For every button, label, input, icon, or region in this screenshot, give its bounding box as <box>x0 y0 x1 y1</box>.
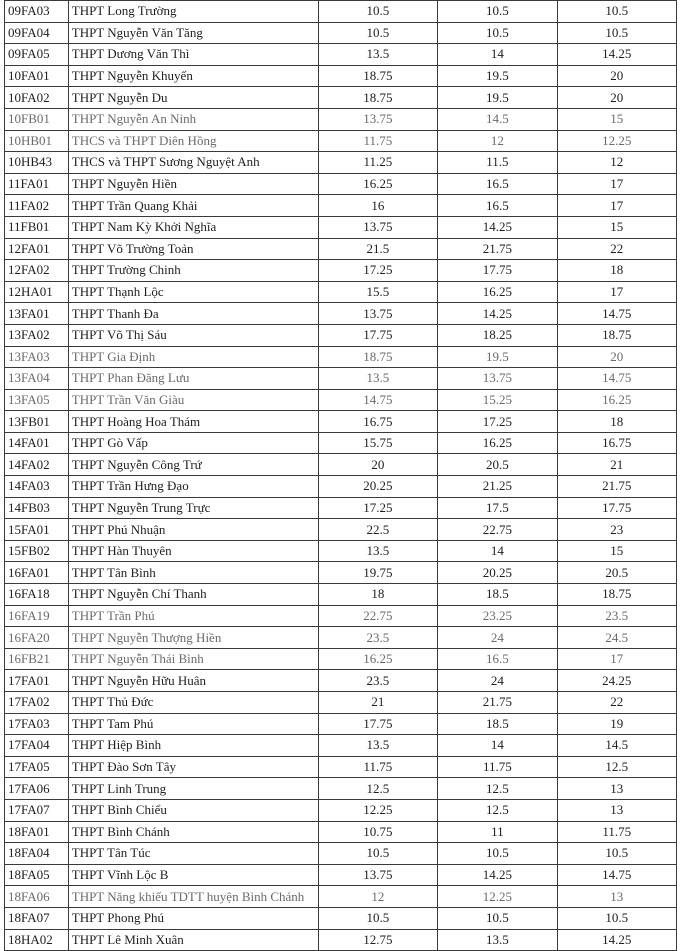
school-name-cell: THPT Nguyễn Khuyến <box>68 65 318 87</box>
school-name-cell: THPT Tân Túc <box>68 843 318 865</box>
table-row <box>5 584 677 606</box>
school-name-cell: THPT Trần Phú <box>68 605 318 627</box>
table-row <box>5 713 677 735</box>
score-nv3-cell: 18.75 <box>557 584 676 606</box>
school-name-cell: THPT Thạnh Lộc <box>68 281 318 303</box>
score-nv1-cell: 21 <box>318 692 437 714</box>
score-nv3-cell: 22 <box>557 692 676 714</box>
table-row <box>5 864 677 886</box>
score-nv1-cell: 16.25 <box>318 648 437 670</box>
table-row <box>5 843 677 865</box>
score-nv1-cell: 16 <box>318 195 437 217</box>
score-nv3-cell: 10.5 <box>557 22 676 44</box>
table-row <box>5 605 677 627</box>
table-row <box>5 778 677 800</box>
table-body <box>5 1 677 951</box>
score-nv2-cell: 10.5 <box>438 1 557 23</box>
school-code-cell: 14FA01 <box>5 432 69 454</box>
score-nv3-cell: 10.5 <box>557 907 676 929</box>
score-nv1-cell: 15.75 <box>318 432 437 454</box>
table-row <box>5 411 677 433</box>
school-code-cell: 15FA01 <box>5 519 69 541</box>
table-row <box>5 368 677 390</box>
score-nv3-cell: 16.25 <box>557 389 676 411</box>
table-row <box>5 692 677 714</box>
school-code-cell: 18FA01 <box>5 821 69 843</box>
score-nv1-cell: 14.75 <box>318 389 437 411</box>
score-nv1-cell: 13.5 <box>318 368 437 390</box>
school-name-cell: THPT Đào Sơn Tây <box>68 756 318 778</box>
score-nv1-cell: 22.75 <box>318 605 437 627</box>
school-name-cell: THPT Nguyễn Thượng Hiền <box>68 627 318 649</box>
school-code-cell: 14FA03 <box>5 476 69 498</box>
school-code-cell: 17FA02 <box>5 692 69 714</box>
score-nv3-cell: 23.5 <box>557 605 676 627</box>
score-nv3-cell: 12 <box>557 152 676 174</box>
score-nv2-cell: 11.5 <box>438 152 557 174</box>
score-nv1-cell: 18.75 <box>318 87 437 109</box>
score-nv1-cell: 17.75 <box>318 713 437 735</box>
score-nv1-cell: 10.5 <box>318 22 437 44</box>
score-nv1-cell: 13.5 <box>318 540 437 562</box>
score-nv1-cell: 11.75 <box>318 130 437 152</box>
score-nv3-cell: 11.75 <box>557 821 676 843</box>
score-nv3-cell: 18 <box>557 411 676 433</box>
table-row <box>5 195 677 217</box>
school-name-cell: THPT Nguyễn Văn Tăng <box>68 22 318 44</box>
score-nv2-cell: 13.5 <box>438 929 557 951</box>
score-nv2-cell: 16.5 <box>438 173 557 195</box>
score-nv1-cell: 23.5 <box>318 670 437 692</box>
school-name-cell: THPT Bình Chánh <box>68 821 318 843</box>
score-nv3-cell: 23 <box>557 519 676 541</box>
score-nv2-cell: 12.25 <box>438 886 557 908</box>
score-nv3-cell: 14.5 <box>557 735 676 757</box>
school-name-cell: THCS và THPT Diên Hồng <box>68 130 318 152</box>
score-nv1-cell: 17.25 <box>318 497 437 519</box>
school-code-cell: 17FA04 <box>5 735 69 757</box>
school-code-cell: 13FA01 <box>5 303 69 325</box>
school-code-cell: 12FA01 <box>5 238 69 260</box>
table-row <box>5 519 677 541</box>
school-code-cell: 17FA05 <box>5 756 69 778</box>
score-nv2-cell: 17.75 <box>438 260 557 282</box>
school-code-cell: 16FA18 <box>5 584 69 606</box>
school-name-cell: THPT Nguyễn Chí Thanh <box>68 584 318 606</box>
score-nv3-cell: 19 <box>557 713 676 735</box>
school-code-cell: 11FA01 <box>5 173 69 195</box>
score-nv3-cell: 10.5 <box>557 843 676 865</box>
table-row <box>5 648 677 670</box>
school-code-cell: 13FA03 <box>5 346 69 368</box>
score-nv3-cell: 18 <box>557 260 676 282</box>
school-name-cell: THPT Gia Định <box>68 346 318 368</box>
score-nv1-cell: 18 <box>318 584 437 606</box>
score-nv1-cell: 10.5 <box>318 907 437 929</box>
school-code-cell: 09FA05 <box>5 44 69 66</box>
table-row <box>5 929 677 951</box>
school-code-cell: 10FA01 <box>5 65 69 87</box>
school-code-cell: 18FA05 <box>5 864 69 886</box>
school-code-cell: 18HA02 <box>5 929 69 951</box>
school-code-cell: 16FB21 <box>5 648 69 670</box>
school-code-cell: 13FA04 <box>5 368 69 390</box>
score-nv3-cell: 24.5 <box>557 627 676 649</box>
school-code-cell: 10FB01 <box>5 108 69 130</box>
score-nv3-cell: 17.75 <box>557 497 676 519</box>
school-name-cell: THPT Võ Thị Sáu <box>68 324 318 346</box>
score-nv1-cell: 18.75 <box>318 346 437 368</box>
score-nv2-cell: 18.5 <box>438 584 557 606</box>
score-nv2-cell: 24 <box>438 627 557 649</box>
school-code-cell: 17FA01 <box>5 670 69 692</box>
school-name-cell: THPT Nguyễn Công Trứ <box>68 454 318 476</box>
school-name-cell: THPT Long Trường <box>68 1 318 23</box>
school-code-cell: 12FA02 <box>5 260 69 282</box>
table-row <box>5 389 677 411</box>
score-nv3-cell: 20 <box>557 87 676 109</box>
score-nv2-cell: 16.5 <box>438 195 557 217</box>
score-nv1-cell: 20.25 <box>318 476 437 498</box>
school-code-cell: 16FA20 <box>5 627 69 649</box>
score-nv1-cell: 18.75 <box>318 65 437 87</box>
score-nv2-cell: 18.25 <box>438 324 557 346</box>
school-code-cell: 18FA04 <box>5 843 69 865</box>
school-code-cell: 09FA04 <box>5 22 69 44</box>
score-nv3-cell: 10.5 <box>557 1 676 23</box>
school-name-cell: THPT Nguyễn Du <box>68 87 318 109</box>
score-nv3-cell: 13 <box>557 778 676 800</box>
school-code-cell: 11FA02 <box>5 195 69 217</box>
score-nv2-cell: 21.75 <box>438 238 557 260</box>
table-row <box>5 346 677 368</box>
school-name-cell: THCS và THPT Sương Nguyệt Anh <box>68 152 318 174</box>
score-nv2-cell: 12 <box>438 130 557 152</box>
table-row <box>5 540 677 562</box>
score-nv2-cell: 14.5 <box>438 108 557 130</box>
school-name-cell: THPT Bình Chiểu <box>68 799 318 821</box>
score-nv2-cell: 15.25 <box>438 389 557 411</box>
school-name-cell: THPT Vĩnh Lộc B <box>68 864 318 886</box>
score-table-page <box>4 0 677 951</box>
score-nv2-cell: 16.25 <box>438 281 557 303</box>
table-row <box>5 324 677 346</box>
score-nv1-cell: 13.75 <box>318 216 437 238</box>
table-row <box>5 173 677 195</box>
school-name-cell: THPT Nguyễn Hiền <box>68 173 318 195</box>
score-nv1-cell: 22.5 <box>318 519 437 541</box>
score-nv2-cell: 11.75 <box>438 756 557 778</box>
school-code-cell: 15FB02 <box>5 540 69 562</box>
score-nv2-cell: 21.75 <box>438 692 557 714</box>
table-row <box>5 65 677 87</box>
score-nv3-cell: 21 <box>557 454 676 476</box>
table-row <box>5 1 677 23</box>
score-nv1-cell: 20 <box>318 454 437 476</box>
score-nv1-cell: 10.75 <box>318 821 437 843</box>
table-row <box>5 670 677 692</box>
school-name-cell: THPT Linh Trung <box>68 778 318 800</box>
score-nv2-cell: 18.5 <box>438 713 557 735</box>
score-nv1-cell: 13.75 <box>318 303 437 325</box>
score-nv2-cell: 20.5 <box>438 454 557 476</box>
score-nv2-cell: 14.25 <box>438 303 557 325</box>
admission-score-table <box>4 0 677 951</box>
table-row <box>5 627 677 649</box>
table-row <box>5 216 677 238</box>
score-nv3-cell: 14.75 <box>557 368 676 390</box>
school-name-cell: THPT Tân Bình <box>68 562 318 584</box>
school-name-cell: THPT Võ Trường Toản <box>68 238 318 260</box>
school-code-cell: 17FA03 <box>5 713 69 735</box>
score-nv1-cell: 12.5 <box>318 778 437 800</box>
school-name-cell: THPT Nguyễn An Ninh <box>68 108 318 130</box>
school-name-cell: THPT Nguyễn Thái Bình <box>68 648 318 670</box>
score-nv3-cell: 12.25 <box>557 130 676 152</box>
table-row <box>5 799 677 821</box>
table-row <box>5 152 677 174</box>
school-code-cell: 13FA02 <box>5 324 69 346</box>
school-name-cell: THPT Phú Nhuận <box>68 519 318 541</box>
school-name-cell: THPT Nam Kỳ Khởi Nghĩa <box>68 216 318 238</box>
school-name-cell: THPT Năng khiếu TDTT huyện Bình Chánh <box>68 886 318 908</box>
table-row <box>5 886 677 908</box>
score-nv1-cell: 17.75 <box>318 324 437 346</box>
score-nv3-cell: 22 <box>557 238 676 260</box>
score-nv1-cell: 10.5 <box>318 1 437 23</box>
table-row <box>5 756 677 778</box>
school-code-cell: 12HA01 <box>5 281 69 303</box>
school-code-cell: 10HB43 <box>5 152 69 174</box>
score-nv3-cell: 24.25 <box>557 670 676 692</box>
school-code-cell: 16FA19 <box>5 605 69 627</box>
score-nv1-cell: 21.5 <box>318 238 437 260</box>
score-nv1-cell: 12.75 <box>318 929 437 951</box>
score-nv1-cell: 23.5 <box>318 627 437 649</box>
score-nv3-cell: 16.75 <box>557 432 676 454</box>
school-code-cell: 16FA01 <box>5 562 69 584</box>
school-name-cell: THPT Hàn Thuyên <box>68 540 318 562</box>
score-nv2-cell: 14.25 <box>438 864 557 886</box>
score-nv2-cell: 16.25 <box>438 432 557 454</box>
score-nv2-cell: 14 <box>438 540 557 562</box>
score-nv1-cell: 13.75 <box>318 864 437 886</box>
score-nv3-cell: 20.5 <box>557 562 676 584</box>
school-name-cell: THPT Thanh Đa <box>68 303 318 325</box>
school-code-cell: 10FA02 <box>5 87 69 109</box>
school-name-cell: THPT Lê Minh Xuân <box>68 929 318 951</box>
school-name-cell: THPT Thủ Đức <box>68 692 318 714</box>
table-row <box>5 22 677 44</box>
score-nv1-cell: 10.5 <box>318 843 437 865</box>
table-row <box>5 44 677 66</box>
school-name-cell: THPT Hiệp Bình <box>68 735 318 757</box>
score-nv3-cell: 14.75 <box>557 864 676 886</box>
score-nv3-cell: 15 <box>557 216 676 238</box>
score-nv2-cell: 17.25 <box>438 411 557 433</box>
school-name-cell: THPT Trần Quang Khải <box>68 195 318 217</box>
score-nv3-cell: 13 <box>557 886 676 908</box>
score-nv2-cell: 10.5 <box>438 907 557 929</box>
score-nv3-cell: 17 <box>557 173 676 195</box>
score-nv2-cell: 19.5 <box>438 346 557 368</box>
score-nv3-cell: 12.5 <box>557 756 676 778</box>
school-name-cell: THPT Dương Văn Thì <box>68 44 318 66</box>
score-nv2-cell: 13.75 <box>438 368 557 390</box>
table-row <box>5 432 677 454</box>
score-nv2-cell: 19.5 <box>438 65 557 87</box>
school-code-cell: 13FB01 <box>5 411 69 433</box>
table-row <box>5 130 677 152</box>
score-nv2-cell: 14.25 <box>438 216 557 238</box>
score-nv2-cell: 14 <box>438 735 557 757</box>
table-row <box>5 735 677 757</box>
score-nv3-cell: 20 <box>557 65 676 87</box>
score-nv3-cell: 18.75 <box>557 324 676 346</box>
score-nv1-cell: 13.75 <box>318 108 437 130</box>
table-row <box>5 562 677 584</box>
school-code-cell: 17FA06 <box>5 778 69 800</box>
score-nv3-cell: 20 <box>557 346 676 368</box>
table-row <box>5 497 677 519</box>
school-name-cell: THPT Trần Văn Giàu <box>68 389 318 411</box>
score-nv3-cell: 15 <box>557 540 676 562</box>
school-code-cell: 13FA05 <box>5 389 69 411</box>
score-nv2-cell: 20.25 <box>438 562 557 584</box>
table-row <box>5 907 677 929</box>
score-nv1-cell: 13.5 <box>318 44 437 66</box>
score-nv3-cell: 14.25 <box>557 44 676 66</box>
school-name-cell: THPT Trường Chinh <box>68 260 318 282</box>
table-row <box>5 454 677 476</box>
table-row <box>5 87 677 109</box>
table-row <box>5 108 677 130</box>
table-row <box>5 303 677 325</box>
school-code-cell: 18FA06 <box>5 886 69 908</box>
school-name-cell: THPT Hoàng Hoa Thám <box>68 411 318 433</box>
score-nv3-cell: 21.75 <box>557 476 676 498</box>
school-code-cell: 17FA07 <box>5 799 69 821</box>
score-nv1-cell: 17.25 <box>318 260 437 282</box>
score-nv3-cell: 15 <box>557 108 676 130</box>
score-nv2-cell: 10.5 <box>438 843 557 865</box>
table-row <box>5 260 677 282</box>
score-nv1-cell: 15.5 <box>318 281 437 303</box>
school-code-cell: 11FB01 <box>5 216 69 238</box>
score-nv1-cell: 16.25 <box>318 173 437 195</box>
score-nv2-cell: 24 <box>438 670 557 692</box>
score-nv3-cell: 14.75 <box>557 303 676 325</box>
score-nv2-cell: 21.25 <box>438 476 557 498</box>
score-nv2-cell: 12.5 <box>438 778 557 800</box>
score-nv2-cell: 22.75 <box>438 519 557 541</box>
score-nv2-cell: 14 <box>438 44 557 66</box>
table-row <box>5 238 677 260</box>
school-name-cell: THPT Trần Hưng Đạo <box>68 476 318 498</box>
score-nv2-cell: 16.5 <box>438 648 557 670</box>
school-code-cell: 10HB01 <box>5 130 69 152</box>
score-nv3-cell: 17 <box>557 195 676 217</box>
school-name-cell: THPT Phong Phú <box>68 907 318 929</box>
score-nv1-cell: 12 <box>318 886 437 908</box>
score-nv3-cell: 17 <box>557 281 676 303</box>
table-row <box>5 281 677 303</box>
table-row <box>5 821 677 843</box>
score-nv1-cell: 11.75 <box>318 756 437 778</box>
score-nv2-cell: 19.5 <box>438 87 557 109</box>
score-nv1-cell: 12.25 <box>318 799 437 821</box>
school-name-cell: THPT Nguyễn Hữu Huân <box>68 670 318 692</box>
school-name-cell: THPT Gò Vấp <box>68 432 318 454</box>
score-nv2-cell: 23.25 <box>438 605 557 627</box>
score-nv2-cell: 10.5 <box>438 22 557 44</box>
score-nv2-cell: 12.5 <box>438 799 557 821</box>
score-nv2-cell: 17.5 <box>438 497 557 519</box>
school-code-cell: 14FB03 <box>5 497 69 519</box>
school-name-cell: THPT Phan Đăng Lưu <box>68 368 318 390</box>
school-code-cell: 18FA07 <box>5 907 69 929</box>
score-nv1-cell: 19.75 <box>318 562 437 584</box>
score-nv3-cell: 14.25 <box>557 929 676 951</box>
school-code-cell: 09FA03 <box>5 1 69 23</box>
score-nv3-cell: 17 <box>557 648 676 670</box>
score-nv1-cell: 13.5 <box>318 735 437 757</box>
school-code-cell: 14FA02 <box>5 454 69 476</box>
table-row <box>5 476 677 498</box>
score-nv3-cell: 13 <box>557 799 676 821</box>
school-name-cell: THPT Tam Phú <box>68 713 318 735</box>
score-nv1-cell: 11.25 <box>318 152 437 174</box>
school-name-cell: THPT Nguyễn Trung Trực <box>68 497 318 519</box>
score-nv1-cell: 16.75 <box>318 411 437 433</box>
score-nv2-cell: 11 <box>438 821 557 843</box>
